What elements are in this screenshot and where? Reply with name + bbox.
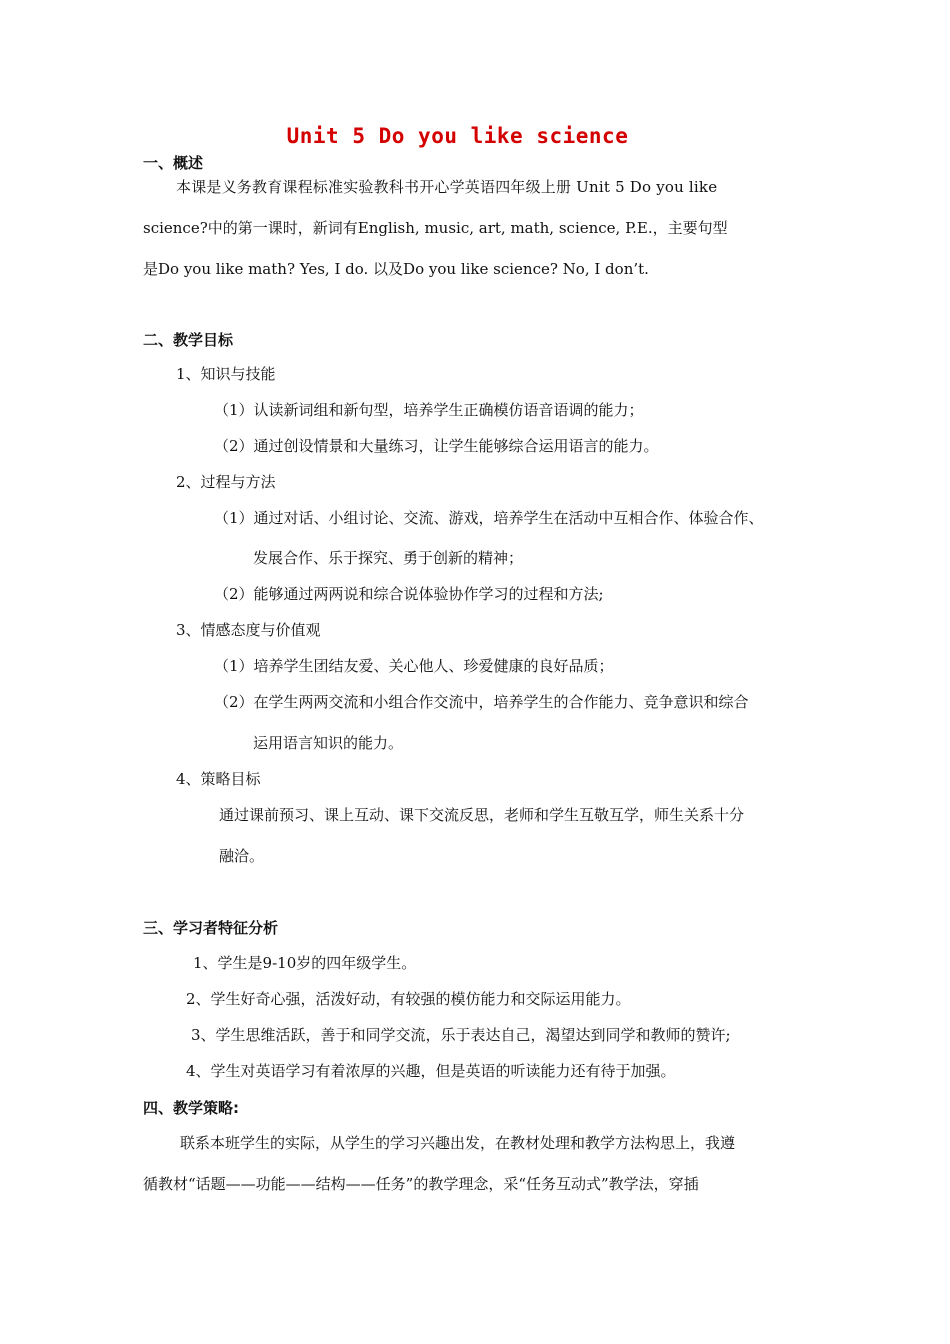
list-item: （1）培养学生团结友爱、关心他人、珍爱健康的良好品质； bbox=[214, 657, 614, 675]
list-item: （2）通过创设情景和大量练习，让学生能够综合运用语言的能力。 bbox=[214, 437, 659, 455]
paragraph-line: 联系本班学生的实际，从学生的学习兴趣出发，在教材处理和教学方法构思上，我遵 bbox=[180, 1134, 736, 1152]
list-item: （1）认读新词组和新句型，培养学生正确模仿语音语调的能力； bbox=[214, 401, 644, 419]
subsection-heading: 1、知识与技能 bbox=[176, 365, 276, 383]
list-item: （2）能够通过两两说和综合说体验协作学习的过程和方法; bbox=[214, 585, 604, 603]
list-item: 1、学生是9-10岁的四年级学生。 bbox=[193, 954, 417, 972]
section-heading-overview: 一、概述 bbox=[143, 154, 204, 172]
subsection-heading: 3、情感态度与价值观 bbox=[176, 621, 321, 639]
section-heading-learners: 三、学习者特征分析 bbox=[143, 919, 279, 937]
list-item-continuation: 运用语言知识的能力。 bbox=[253, 734, 404, 752]
page-title: Unit 5 Do you like science bbox=[286, 124, 629, 148]
paragraph-line: 通过课前预习、课上互动、课下交流反思，老师和学生互敬互学，师生关系十分 bbox=[219, 806, 745, 824]
paragraph-line: 本课是义务教育课程标准实验教科书开心学英语四年级上册 Unit 5 Do you like bbox=[176, 178, 718, 196]
list-item: 2、学生好奇心强，活泼好动，有较强的模仿能力和交际运用能力。 bbox=[186, 990, 631, 1008]
list-item: （1）通过对话、小组讨论、交流、游戏，培养学生在活动中互相合作、体验合作、 bbox=[214, 509, 764, 527]
subsection-heading: 4、策略目标 bbox=[176, 770, 261, 788]
list-item-continuation: 发展合作、乐于探究、勇于创新的精神； bbox=[253, 549, 524, 567]
paragraph-line: science?中的第一课时，新词有English, music, art, math, science, P.E.，主要句型 bbox=[143, 219, 728, 237]
list-item: （2）在学生两两交流和小组合作交流中，培养学生的合作能力、竞争意识和综合 bbox=[214, 693, 749, 711]
list-item: 3、学生思维活跃，善于和同学交流，乐于表达自己，渴望达到同学和教师的赞许; bbox=[191, 1026, 731, 1044]
section-heading-goals: 二、教学目标 bbox=[143, 331, 234, 349]
list-item: 4、学生对英语学习有着浓厚的兴趣，但是英语的听读能力还有待于加强。 bbox=[186, 1062, 676, 1080]
subsection-heading: 2、过程与方法 bbox=[176, 473, 276, 491]
paragraph-line: 是Do you like math? Yes, I do. 以及Do you like science? No, I don’t. bbox=[143, 260, 649, 278]
section-heading-strategy: 四、教学策略: bbox=[143, 1099, 239, 1117]
paragraph-line: 循教材“话题——功能——结构——任务”的教学理念，采“任务互动式”教学法，穿插 bbox=[143, 1175, 699, 1193]
paragraph-line: 融洽。 bbox=[219, 847, 265, 865]
